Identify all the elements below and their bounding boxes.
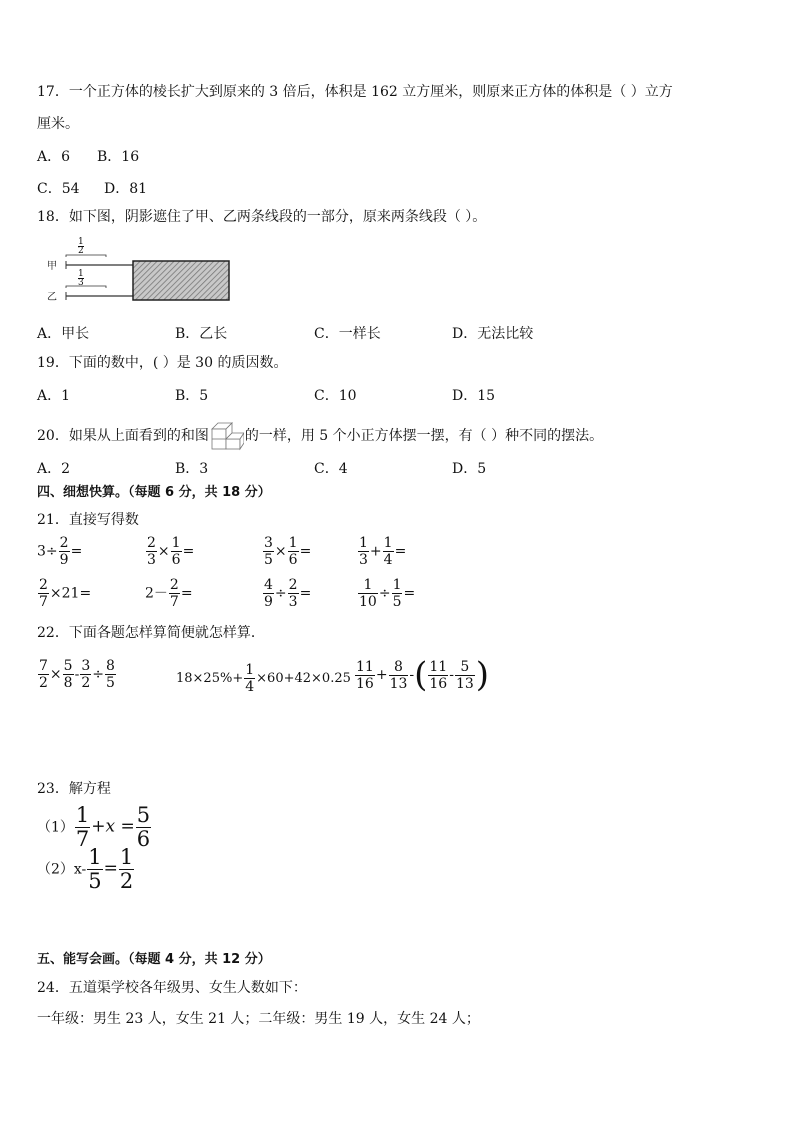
q18-figure: [44, 238, 234, 302]
q17-option-c: C．54: [37, 181, 80, 197]
segment-figure: [44, 238, 234, 302]
q18-option-b: B．乙长: [175, 326, 228, 342]
q22-expr-3: $\frac{11}{16}$ + $\frac{8}{13}$ -( $\frac{11}{16}$ - $\frac{5}{13}$ ): [356, 655, 490, 695]
q17-option-a: A．6: [37, 149, 71, 165]
shaded-cover: [133, 261, 229, 300]
q19-option-b: B．5: [175, 388, 209, 404]
section5-title: 五、能写会画。（每题 4 分，共 12 分）: [37, 952, 271, 967]
q17-line1: 17．一个正方体的棱长扩大到原来的 3 倍后，体积是 162 立方厘米，则原来正方体的体积是（ ）立方: [37, 84, 673, 100]
q21-r1-d: $\frac{1}{3}$ + $\frac{1}{4}$ =: [359, 535, 407, 568]
q21-r2-b: 2－ $\frac{2}{7}$ =: [145, 577, 193, 610]
q23-eq-1: （1） $\frac{1}{7}$ +x = $\frac{5}{6}$: [37, 803, 151, 851]
q19-text: 19．下面的数中，( ）是 30 的质因数。: [37, 355, 288, 371]
q19-option-a: A．1: [37, 388, 71, 404]
q24-line1: 一年级：男生 23 人，女生 21 人；二年级：男生 19 人，女生 24 人；: [37, 1011, 480, 1027]
q18-option-d: D．无法比较: [452, 326, 534, 342]
q23-title: 23．解方程: [37, 781, 111, 797]
q20-text-after: 的一样，用 5 个小正方体摆一摆，有（ ）种不同的摆法。: [244, 428, 604, 444]
q17-line2: 厘米。: [37, 116, 79, 132]
q22-expr-2: 18×25%+ $\frac{1}{4}$ ×60+42×0.25: [176, 662, 351, 695]
brace-jia: [66, 255, 106, 257]
q20-text-before: 20．如果从上面看到的和图: [37, 428, 209, 444]
section4-title: 四、细想快算。（每题 6 分，共 18 分）: [37, 485, 271, 500]
q21-r2-a: $\frac{2}{7}$ ×21=: [39, 577, 92, 610]
q23-eq-2: （2）x- $\frac{1}{5}$ = $\frac{1}{2}$: [37, 845, 134, 893]
q18-option-a: A．甲长: [37, 326, 90, 342]
q18-option-c: C．一样长: [314, 326, 381, 342]
frac-jia: 1 2: [78, 237, 84, 256]
q19-option-c: C．10: [314, 388, 357, 404]
q21-r1-b: $\frac{2}{3}$ × $\frac{1}{6}$ =: [147, 535, 195, 568]
q18-text: 18．如下图，阴影遮住了甲、乙两条线段的一部分，原来两条线段（ ）。: [37, 209, 487, 225]
q21-title: 21．直接写得数: [37, 512, 139, 528]
brace-yi: [66, 286, 106, 288]
cube-top-view-icon: [210, 421, 244, 451]
q17-option-d: D．81: [104, 181, 148, 197]
q17-option-b: B．16: [97, 149, 140, 165]
q24-title: 24．五道渠学校各年级男、女生人数如下：: [37, 980, 307, 996]
q20-option-a: A．2: [37, 461, 71, 477]
q21-r1-a: 3÷ $\frac{2}{9}$ =: [37, 535, 83, 568]
label-yi: 乙: [47, 292, 57, 303]
q21-r2-c: $\frac{4}{9}$ ÷ $\frac{2}{3}$ =: [264, 577, 312, 610]
q22-title: 22．下面各题怎样算简便就怎样算．: [37, 625, 265, 641]
q20-option-d: D．5: [452, 461, 487, 477]
q22-expr-1: $\frac{7}{2}$ × $\frac{5}{8}$ - $\frac{3}{2}$ ÷ $\frac{8}{5}$: [39, 658, 115, 691]
q20-option-c: C．4: [314, 461, 348, 477]
q21-r1-c: $\frac{3}{5}$ × $\frac{1}{6}$ =: [264, 535, 312, 568]
q20-option-b: B．3: [175, 461, 209, 477]
q19-option-d: D．15: [452, 388, 496, 404]
frac-yi: 1 3: [78, 269, 84, 288]
label-jia: 甲: [47, 261, 57, 272]
q20-text: [37, 421, 603, 451]
q21-r2-d: $\frac{1}{10}$ ÷ $\frac{1}{5}$ =: [359, 577, 416, 610]
